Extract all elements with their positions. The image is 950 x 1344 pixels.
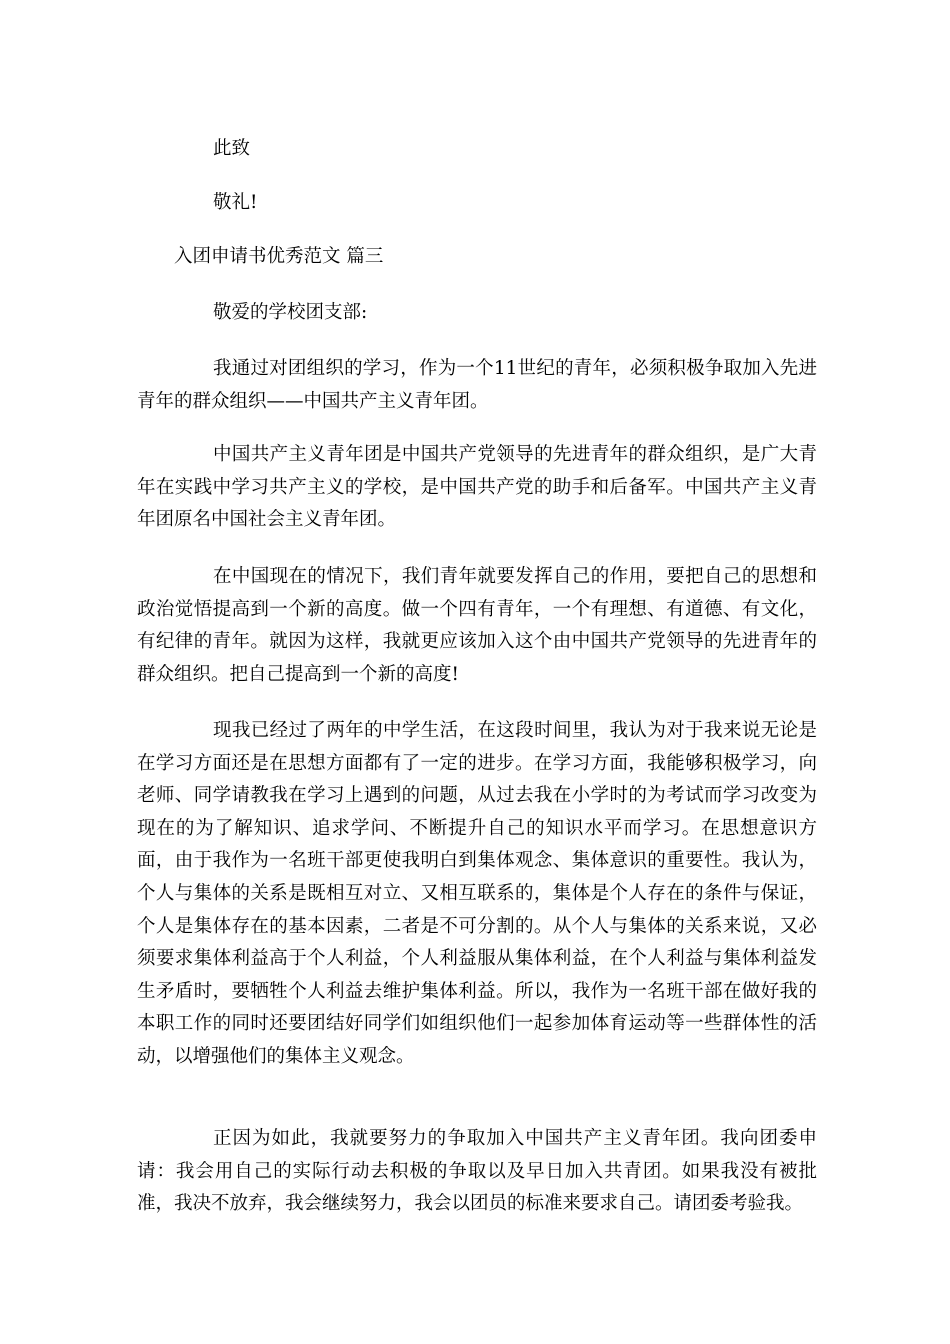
body-paragraph-1: 我通过对团组织的学习，作为一个11世纪的青年，必须积极争取加入先进青年的群众组织——中国共产主义青年团。 bbox=[137, 358, 817, 412]
closing-salutation: 此致 bbox=[213, 138, 251, 159]
body-paragraph-4: 现我已经过了两年的中学生活，在这段时间里，我认为对于我来说无论是在学习方面还是在思想方面都有了一定的进步。在学习方面，我能够积极学习，向老师、同学请教我在学习上遇到的问题，从过去我在小学时的为考试而学习改变为现在的为了解知识、追求学问、不断提升自己的知识水平而学习。在思想意识方面，由于我作为一名班干部更使我明白到集体观念、集体意识的重要性。我认为，个人与集体的关系是既相互对立、又相互联系的，集体是个人存在的条件与保证，个人是集体存在的基本因素，二者是不可分割的。从个人与集体的关系来说，又必须要求集体利益高于个人利益，个人利益服从集体利益，在个人利益与集体利益发生矛盾时，要牺牲个人利益去维护集体利益。所以，我作为一名班干部在做好我的本职工作的同时还要团结好同学们如组织他们一起参加体育运动等一些群体性的活动，以增强他们的集体主义观念。 bbox=[137, 720, 817, 1067]
body-paragraph-5: 正因为如此，我就要努力的争取加入中国共产主义青年团。我向团委申请：我会用自己的实际行动去积极的争取以及早日加入共青团。如果我没有被批准，我决不放弃，我会继续努力，我会以团员的标准来要求自己。请团委考验我。 bbox=[137, 1128, 817, 1215]
letter-greeting: 敬爱的学校团支部: bbox=[213, 302, 368, 323]
body-paragraph-3: 在中国现在的情况下，我们青年就要发挥自己的作用，要把自己的思想和政治觉悟提高到一个新的高度。做一个四有青年，一个有理想、有道德、有文化，有纪律的青年。就因为这样，我就更应该加入这个由中国共产党领导的先进青年的群众组织。把自己提高到一个新的高度! bbox=[137, 566, 817, 685]
body-paragraph-2: 中国共产主义青年团是中国共产党领导的先进青年的群众组织，是广大青年在实践中学习共产主义的学校，是中国共产党的助手和后备军。中国共产主义青年团原名中国社会主义青年团。 bbox=[137, 444, 817, 531]
section-heading: 入团申请书优秀范文 篇三 bbox=[174, 246, 384, 267]
closing-regards: 敬礼! bbox=[213, 192, 258, 213]
